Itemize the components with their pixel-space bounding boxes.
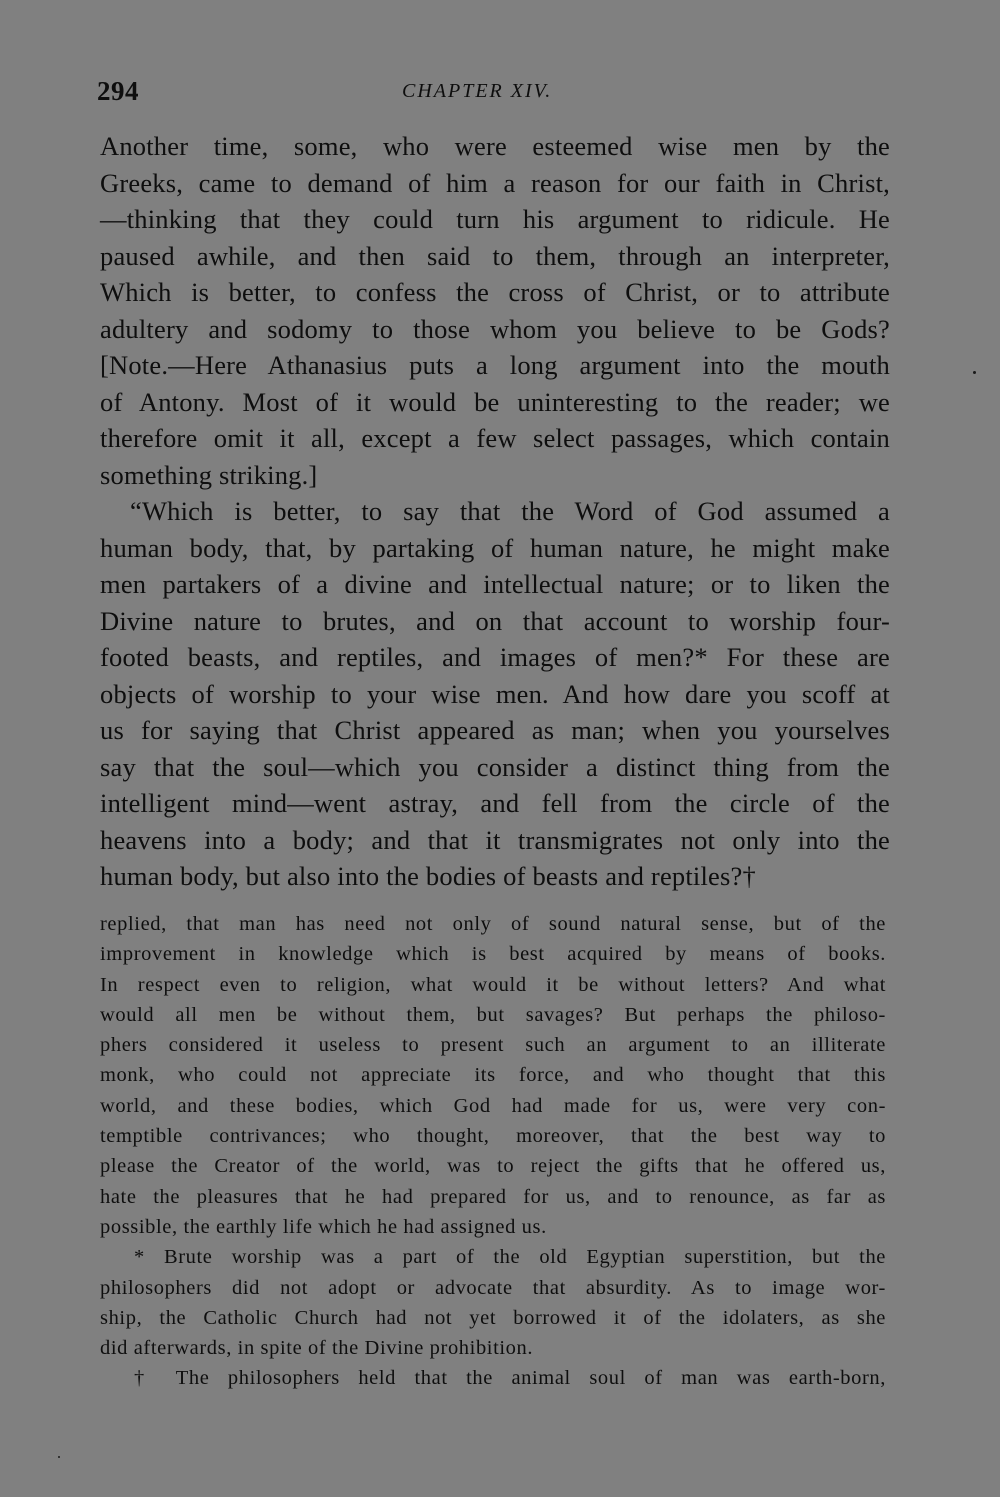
footnote-line: phers considered it useless to present such an argument to an illiterate [100,1034,886,1057]
text-line: “Which is better, to say that the Word of God assumed a [130,496,890,526]
text-line: Another time, some, who were esteemed wise men by the [100,131,890,161]
footnote-line: world, and these bodies, which God had made for us, were very con- [100,1094,886,1117]
running-head [97,70,890,110]
footnote-line: * Brute worship was a part of the old Egyptian superstition, but the [134,1246,886,1269]
footnote-line: hate the pleasures that he had prepared for us, and to renounce, as far as [100,1185,886,1208]
footnote-line: did afterwards, in spite of the Divine prohibition. [100,1337,534,1360]
text-line: human body, that, by partaking of human nature, he might make [100,532,890,563]
text-line: something striking.] [100,459,318,490]
footnote-line: monk, who could not appreciate its force, and who thought that this [100,1064,886,1087]
footnotes [100,909,886,1394]
text-line: heavens into a body; and that it transmigrates not only into the [100,824,890,855]
footnote-line: replied, that man has need not only of sound natural sense, but of the [100,913,886,935]
footnote-line: In respect even to religion, what would it be without letters? And what [100,973,886,996]
text-line: adultery and sodomy to those whom you believe to be Gods? [100,313,890,344]
text-line: Divine nature to brutes, and on that account to worship four- [100,605,890,636]
footnote-line: † The philosophers held that the animal soul of man was earth-born, [134,1367,886,1390]
main-text [100,128,890,895]
footnote-line: temptible contrivances; who thought, moreover, that the best way to [100,1125,886,1148]
text-line: of Antony. Most of it would be uninteresting to the reader; we [100,386,890,417]
text-line: —thinking that they could turn his argument to ridicule. He [100,204,890,234]
scan-speck [973,371,976,374]
page-number: 294 [97,76,139,106]
text-line: therefore omit it all, except a few select passages, which contain [100,423,890,453]
text-line: footed beasts, and reptiles, and images of men?* For these are [100,642,890,672]
text-line: objects of worship to your wise men. And how dare you scoff at [100,678,890,709]
text-line: say that the soul—which you consider a distinct thing from the [100,751,890,782]
footnote-line: please the Creator of the world, was to reject the gifts that he offered us, [100,1155,886,1178]
footnote-line: possible, the earthly life which he had assigned us. [100,1215,547,1238]
text-line: Which is better, to confess the cross of Christ, or to attribute [100,277,890,307]
chapter-title: CHAPTER XIV. [402,80,553,102]
footnote-line: would all men be without them, but savages? But perhaps the philoso- [100,1003,886,1026]
text-line: intelligent mind—went astray, and fell from the circle of the [100,788,890,818]
text-line: paused awhile, and then said to them, through an interpreter, [100,240,890,271]
footnote-line: ship, the Catholic Church had not yet borrowed it of the idolaters, as she [100,1306,886,1329]
text-line: [Note.—Here Athanasius puts a long argument into the mouth [100,350,890,380]
text-line: human body, but also into the bodies of beasts and reptiles?† [100,861,756,891]
text-line: men partakers of a divine and intellectual nature; or to liken the [100,569,890,599]
footnote-line: philosophers did not adopt or advocate that absurdity. As to image wor- [100,1276,886,1299]
text-line: us for saying that Christ appeared as man; when you yourselves [100,715,890,745]
scan-speck [58,1456,60,1458]
text-line: Greeks, came to demand of him a reason for our faith in Christ, [100,167,890,198]
footnote-line: improvement in knowledge which is best acquired by means of books. [100,943,886,966]
